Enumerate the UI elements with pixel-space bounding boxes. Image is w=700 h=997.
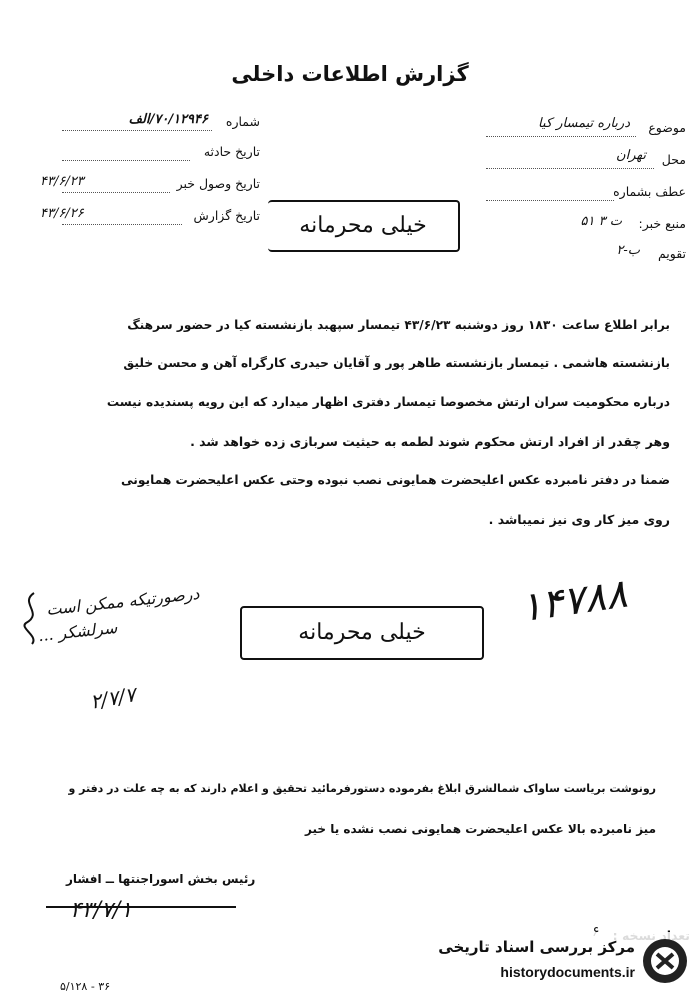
body-line: درباره محکومیت سران ارتش مخصوصا تیمسار دفتری اظهار میدارد که این رویه پسندیده نیست xyxy=(106,395,670,409)
archive-logo-icon xyxy=(641,936,689,986)
bottom-confidential-stamp: خیلی محرمانه xyxy=(240,606,484,660)
handwritten-note-line: سرلشکر ... xyxy=(37,617,119,646)
handwritten-note-line: ۲/۷/۷ xyxy=(88,682,138,714)
receive-date-label: تاریخ وصول خبر xyxy=(176,176,260,191)
receive-date-dots xyxy=(62,192,170,193)
handwritten-scribble xyxy=(14,588,54,648)
top-confidential-stamp: خیلی محرمانه xyxy=(268,200,460,252)
body-line: ضمنا در دفتر نامبرده عکس اعلیحضرت همایونی نصب نبوده وحتی عکس اعلیحضرت همایونی xyxy=(120,473,670,487)
document-title: گزارش اطلاعات داخلی xyxy=(231,62,469,86)
watermark-name: مرکز بررسی اسناد تاریخی xyxy=(438,938,635,956)
receive-date-value: ۴۳/۶/۲۳ xyxy=(40,174,84,189)
place-value: تهران xyxy=(616,148,646,163)
instruction-line: رونوشت بریاست ساواک شمالشرق ابلاغ بفرموده دستورفرمائید تحقیق و اعلام دارند که به چه علت در دفتر و xyxy=(68,782,656,795)
body-line: روی میز کار وی نیز نمیباشد . xyxy=(488,512,670,527)
report-date-dots xyxy=(62,224,182,225)
number-dots xyxy=(62,130,212,131)
event-date-label: تاریخ حادثه xyxy=(203,144,260,159)
place-dots xyxy=(486,168,654,169)
signature-date: ۴۳/۷/۱ xyxy=(70,898,133,923)
number-value: ۷۰/۱۲۹۴۶/الف xyxy=(128,112,208,127)
body-line: وهر چقدر از افراد ارتش محکوم شوند لطمه به حیثیت سربازی زده خواهد شد . xyxy=(190,434,670,449)
source-value: ت ۳ ۵۱ xyxy=(580,214,622,229)
ref-label: عطف بشماره xyxy=(613,184,686,199)
instruction-line: میز نامبرده بالا عکس اعلیحضرت همایونی نصب نشده یا خیر xyxy=(305,822,656,836)
report-date-label: تاریخ گزارش xyxy=(193,208,260,223)
footer-code: ۵/۱۲۸ - ۳۶ xyxy=(60,980,111,993)
body-line: بازنشسته هاشمی . تیمسار بازنشسته طاهر پور و آقایان حیدری کارگراه آهن و محسن خلیق xyxy=(123,356,670,370)
signature-line: رئیس بخش اسوراجنتها ــ افشار xyxy=(66,872,256,886)
body-line: برابر اطلاع ساعت ۱۸۳۰ روز دوشنبه ۴۳/۶/۲۳ تیمسار سپهبد بازنشسته کیا در حضور سرهنگ xyxy=(127,318,670,332)
report-date-value: ۴۳/۶/۲۶ xyxy=(40,206,84,221)
subject-value: درباره تیمسار کیا xyxy=(538,116,630,131)
evaluation-label: تقویم xyxy=(657,246,686,261)
archive-watermark xyxy=(400,932,695,990)
watermark-url: historydocuments.ir xyxy=(500,964,635,980)
evaluation-value: ب-۲ xyxy=(616,243,640,258)
place-label: محل xyxy=(661,152,686,167)
event-date-dots xyxy=(62,160,190,161)
ref-dots xyxy=(486,200,614,201)
handwritten-file-number: ۱۴۷۸۸ xyxy=(517,570,631,632)
subject-label: موضوع xyxy=(648,120,686,135)
header-right xyxy=(470,112,686,272)
header-left xyxy=(40,112,260,232)
number-label: شماره xyxy=(225,114,260,129)
handwritten-note-line: درصورتیکه ممکن است xyxy=(45,584,201,619)
subject-dots xyxy=(486,136,636,137)
source-label: منبع خبر: xyxy=(638,216,686,231)
